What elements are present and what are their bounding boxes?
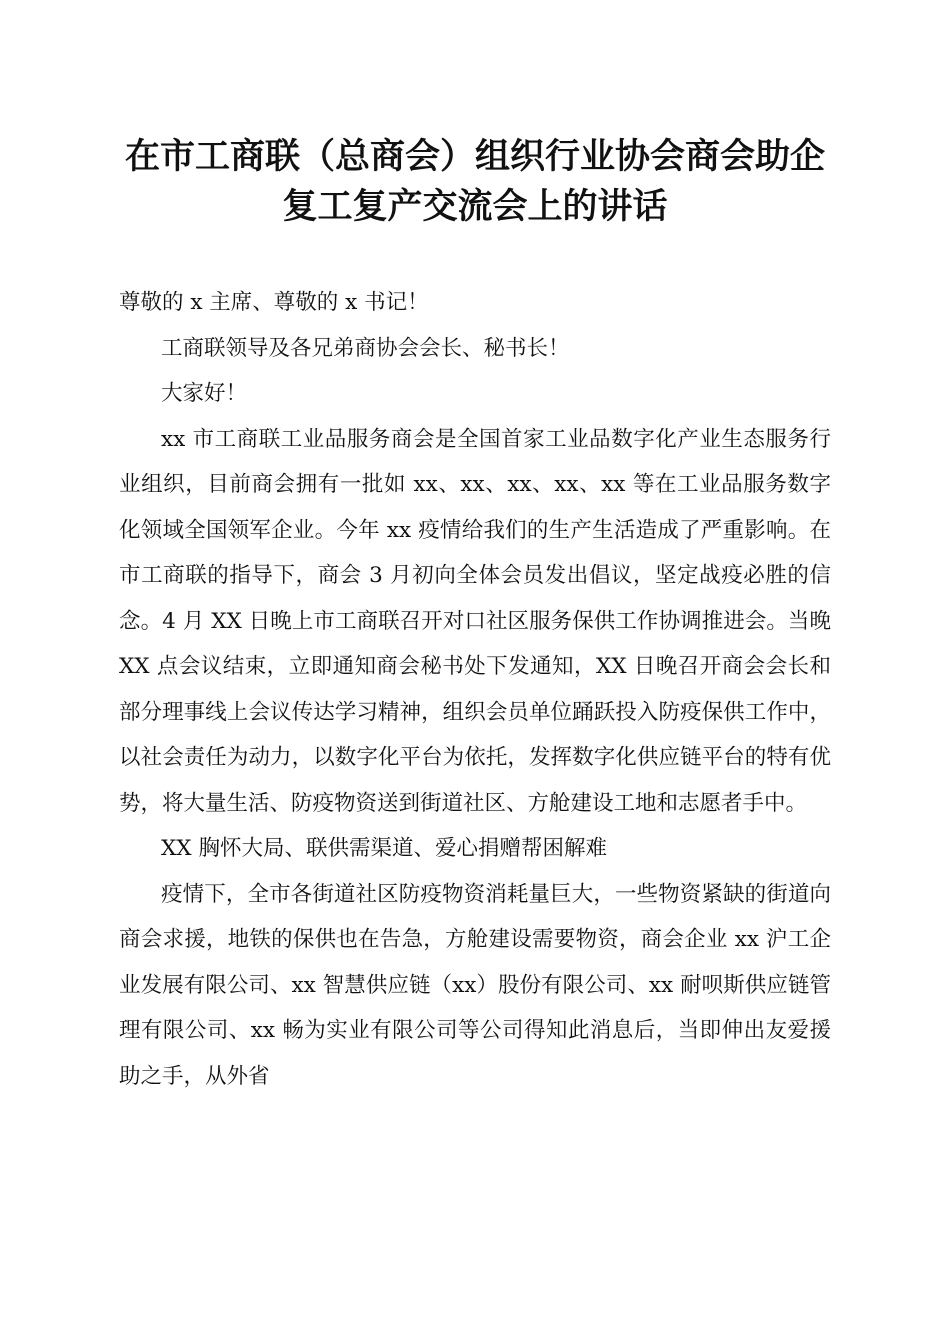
document-body (119, 280, 831, 1099)
title-line-1: 在市工商联（总商会）组织行业协会商会助企 (124, 136, 825, 177)
paragraph-1: xx 市工商联工业品服务商会是全国首家工业品数字化产业生态服务行业组织，目前商会拥有一批如 xx、xx、xx、xx、xx 等在工业品服务数字化领域全国领军企业。今年 xx 疫情给我们的生产生活造成了严重影响。在市工商联的指导下，商会 3 月初向全体会员发出倡议，坚定战疫必胜的信念。4 月 XX 日晚上市工商联召开对口社区服务保供工作协调推进会。当晚 XX 点会议结束，立即通知商会秘书处下发通知，XX 日晚召开商会会长和部分理事线上会议传达学习精神，组织会员单位踊跃投入防疫保供工作中，以社会责任为动力，以数字化平台为依托，发挥数字化供应链平台的特有优势，将大量生活、防疫物资送到街道社区、方舱建设工地和志愿者手中。 (119, 426, 831, 816)
salutation-line-1: 尊敬的 x 主席、尊敬的 x 书记！ (119, 290, 429, 315)
section-heading-1: XX 胸怀大局、联供需渠道、爱心捐赠帮困解难 (161, 836, 607, 861)
greeting: 大家好！ (161, 381, 248, 406)
title-line-2: 复工复产交流会上的讲话 (282, 186, 668, 227)
paragraph-2: 疫情下，全市各街道社区防疫物资消耗量巨大，一些物资紧缺的街道向商会求援，地铁的保供也在告急，方舱建设需要物资，商会企业 xx 沪工企业发展有限公司、xx 智慧供应链（xx）股份有限公司、xx 耐呗斯供应链管理有限公司、xx 畅为实业有限公司等公司得知此消息后，当即伸出友爱援助之手，从外省 (119, 881, 831, 1089)
salutation-line-2: 工商联领导及各兄弟商协会会长、秘书长！ (161, 335, 570, 361)
document-title (100, 132, 850, 232)
